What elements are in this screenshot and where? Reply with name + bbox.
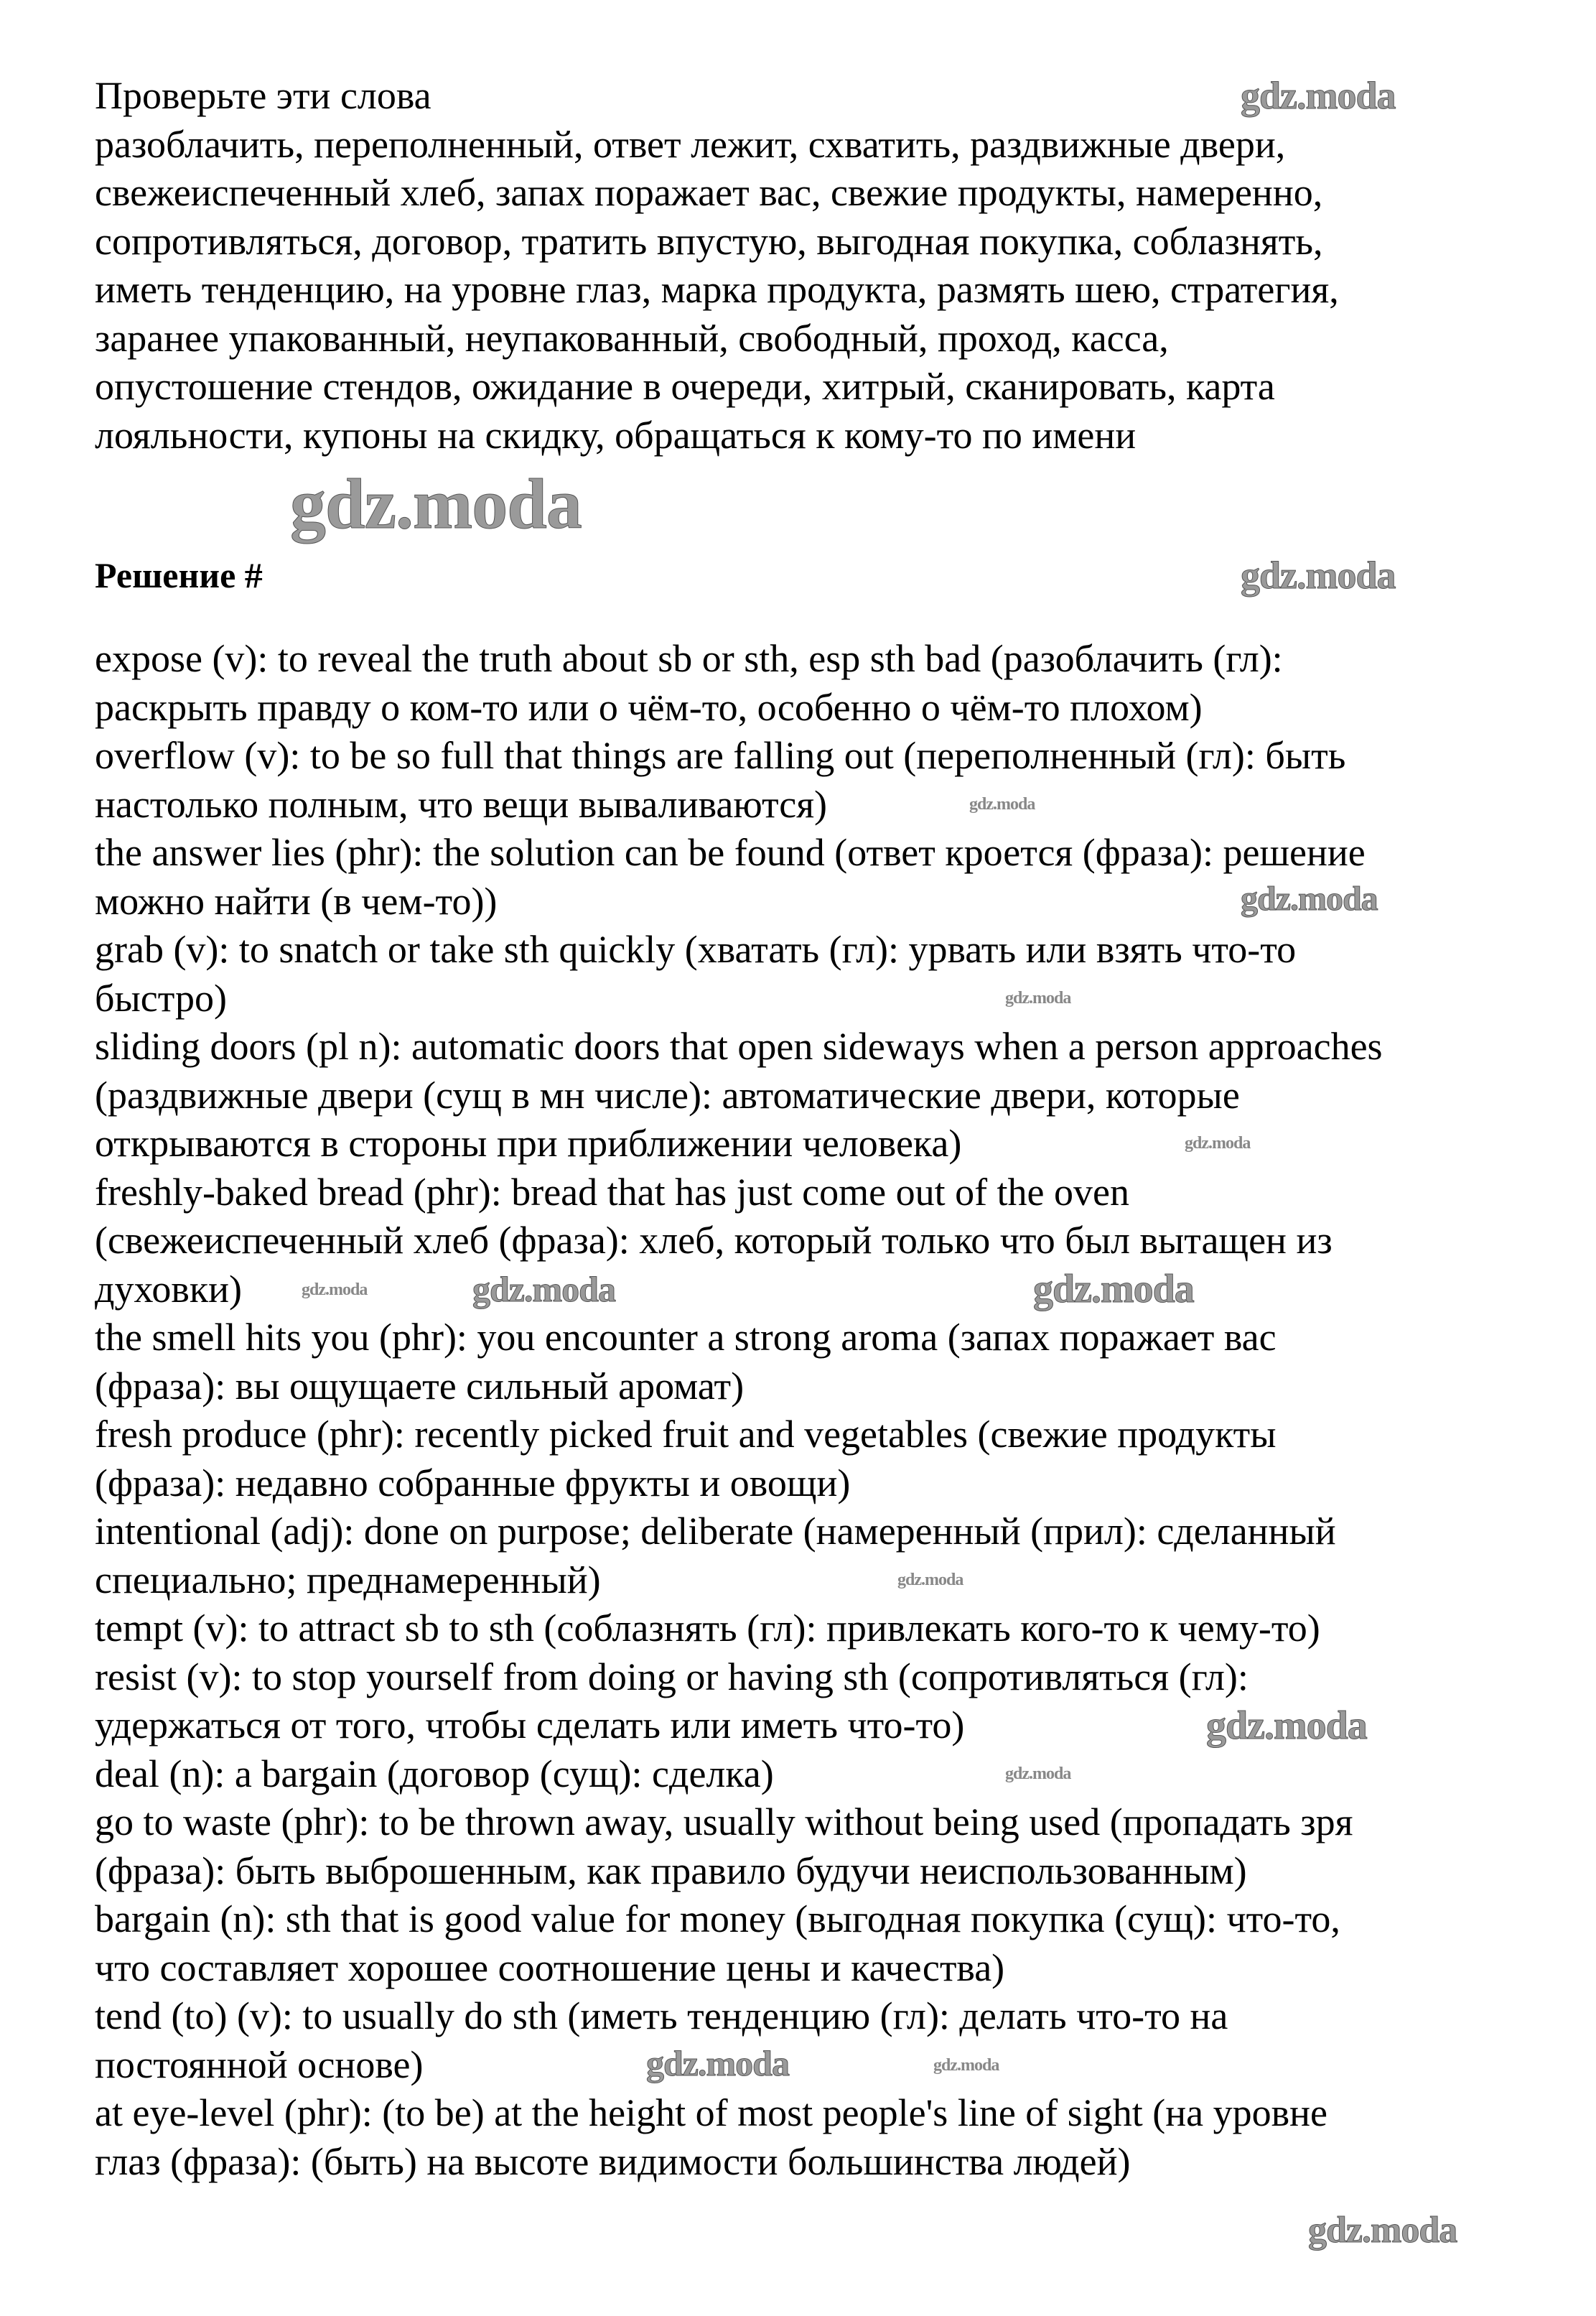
definition-line: открываются в стороны при приближении человека) [95,1122,962,1165]
watermark-logo: gdz.moda [290,464,582,544]
task-line: свежеиспеченный хлеб, запах поражает вас, свежие продукты, намеренно, [95,171,1323,214]
task-line: опустошение стендов, ожидание в очереди, хитрый, сканировать, карта [95,365,1275,408]
solution-heading: Решение # [95,555,263,595]
definition-line: глаз (фраза): (быть) на высоте видимости большинства людей) [95,2139,1131,2183]
watermark-logo: gdz.moda [933,2056,999,2075]
definition-line: sliding doors (pl n): automatic doors that open sideways when a person approaches [95,1025,1383,1068]
task-title: Проверьте эти слова [95,74,431,117]
definition-line: bargain (n): sth that is good value for money (выгодная покупка (сущ): что-то, [95,1897,1340,1940]
definition-line: раскрыть правду о ком-то или о чём-то, особенно о чём-то плохом) [95,685,1203,729]
definition-line: go to waste (phr): to be thrown away, usually without being used (пропадать зря [95,1800,1353,1843]
definition-line: deal (n): a bargain (договор (сущ): сделка) [95,1752,774,1795]
task-line: разоблачить, переполненный, ответ лежит, схватить, раздвижные двери, [95,122,1286,166]
watermark-logo: gdz.moda [1241,74,1396,117]
watermark-logo: gdz.moda [1185,1134,1251,1153]
task-text [95,72,1531,460]
watermark-logo: gdz.moda [1005,1764,1071,1783]
definition-line: the smell hits you (phr): you encounter a strong aroma (запах поражает вас [95,1316,1277,1359]
watermark-logo: gdz.moda [302,1280,368,1299]
definition-line: expose (v): to reveal the truth about sb or sth, esp sth bad (разоблачить (гл): [95,637,1283,680]
watermark-logo: gdz.moda [897,1571,963,1589]
task-line: лояльности, купоны на скидку, обращаться к кому-то по имени [95,413,1137,457]
watermark-logo: gdz.moda [472,1269,615,1309]
definition-line: overflow (v): to be so full that things are falling out (переполненный (гл): быть [95,734,1346,777]
definition-line: специально; преднамеренный) [95,1558,601,1601]
definition-line: духовки) [95,1267,243,1311]
definition-line: что составляет хорошее соотношение цены и качества) [95,1945,1005,1989]
definition-line: (раздвижные двери (сущ в мн числе): автоматические двери, которые [95,1073,1240,1117]
definition-line: (свежеиспеченный хлеб (фраза): хлеб, который только что был вытащен из [95,1219,1333,1262]
watermark-logo: gdz.moda [1033,1267,1194,1311]
definition-line: удержаться от того, чтобы сделать или иметь что-то) [95,1703,965,1747]
definition-line: intentional (adj): done on purpose; deliberate (намеренный (прил): сделанный [95,1510,1336,1553]
definition-line: постоянной основе) [95,2042,424,2086]
watermark-logo: gdz.moda [1241,880,1378,918]
task-line: иметь тенденцию, на уровне глаз, марка продукта, размять шею, стратегия, [95,268,1339,311]
definition-line: можно найти (в чем-то)) [95,879,498,923]
definition-line: grab (v): to snatch or take sth quickly (хватать (гл): урвать или взять что-то [95,928,1297,971]
watermark-logo: gdz.moda [646,2043,789,2083]
definition-line: (фраза): быть выброшенным, как правило будучи неиспользованным) [95,1848,1247,1892]
definition-line: freshly-baked bread (phr): bread that has just come out of the oven [95,1170,1129,1214]
definition-line: настолько полным, что вещи вываливаются) [95,782,828,826]
task-line: сопротивляться, договор, тратить впустую, выгодная покупка, соблазнять, [95,219,1323,263]
definition-line: resist (v): to stop yourself from doing or having sth (сопротивляться (гл): [95,1655,1249,1698]
task-line: заранее упакованный, неупакованный, свободный, проход, касса, [95,316,1169,360]
definition-line: the answer lies (phr): the solution can be found (ответ кроется (фраза): решение [95,831,1366,874]
solution-text [95,635,1531,2186]
definition-line: (фраза): недавно собранные фрукты и овощи) [95,1461,851,1505]
watermark-logo: gdz.moda [1308,2210,1457,2251]
watermark-logo: gdz.moda [969,795,1035,814]
watermark-logo: gdz.moda [1005,989,1071,1008]
watermark-logo: gdz.moda [1206,1703,1367,1748]
definition-line: at eye-level (phr): (to be) at the height of most people's line of sight (на уровне [95,2091,1328,2134]
definition-line: fresh produce (phr): recently picked fruit and vegetables (свежие продукты [95,1413,1277,1456]
watermark-logo: gdz.moda [1241,554,1396,597]
definition-line: быстро) [95,976,227,1020]
definition-line: tend (to) (v): to usually do sth (иметь тенденцию (гл): делать что-то на [95,1994,1228,2037]
definition-line: (фраза): вы ощущаете сильный аромат) [95,1364,745,1408]
definition-line: tempt (v): to attract sb to sth (соблазнять (гл): привлекать кого-то к чему-то) [95,1606,1320,1650]
